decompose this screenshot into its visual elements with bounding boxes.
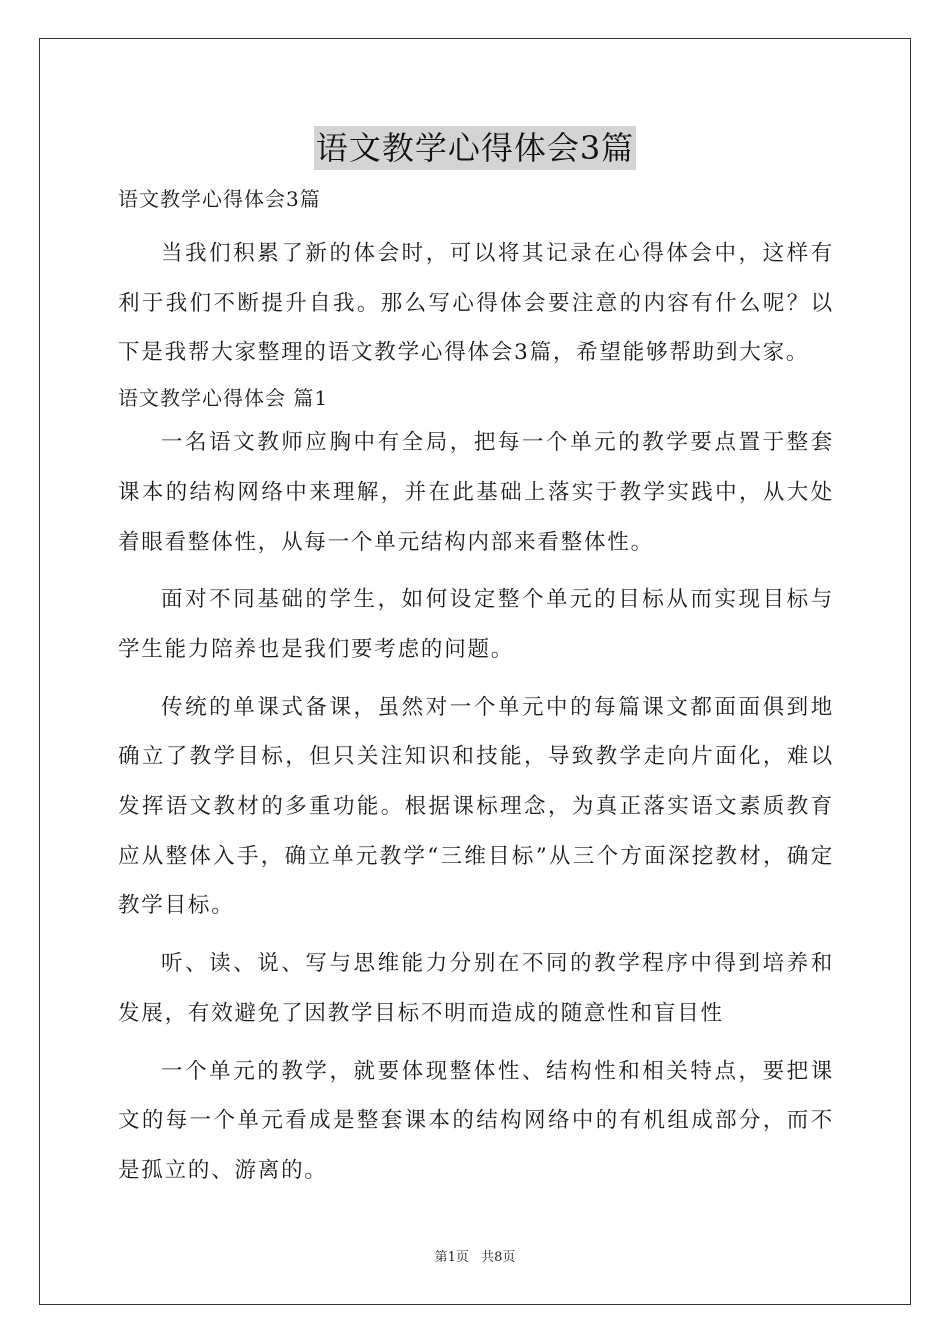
page-footer [0, 1246, 950, 1265]
body-paragraph: 一名语文教师应胸中有全局，把每一个单元的教学要点置于整套课本的结构网络中来理解，并在此基础上落实于教学实践中，从大处着眼看整体性，从每一个单元结构内部来看整体性。 [118, 430, 834, 555]
intro-paragraph: 当我们积累了新的体会时，可以将其记录在心得体会中，这样有利于我们不断提升自我。那么写心得体会要注意的内容有什么呢？以下是我帮大家整理的语文教学心得体会3篇，希望能够帮助到大家。 [118, 241, 834, 366]
body-paragraph: 面对不同基础的学生，如何设定整个单元的目标从而实现目标与学生能力陪养也是我们要考虑的问题。 [118, 587, 834, 662]
total-pages: 共8页 [481, 1250, 516, 1265]
page-number: 第1页 [434, 1250, 469, 1265]
body-paragraph: 一个单元的教学，就要体现整体性、结构性和相关特点，要把课文的每一个单元看成是整套课本的结构网络中的有机组成部分，而不是孤立的、游离的。 [118, 1058, 834, 1183]
body-paragraph: 传统的单课式备课，虽然对一个单元中的每篇课文都面面俱到地确立了教学目标，但只关注知识和技能，导致教学走向片面化，难以发挥语文教材的多重功能。根据课标理念，为真正落实语文素质教育应从整体入手，确立单元教学“三维目标”从三个方面深挖教材，确定教学目标。 [118, 694, 834, 919]
document-subtitle: 语文教学心得体会3篇 [118, 187, 321, 211]
document-title: 语文教学心得体会3篇 [314, 126, 636, 170]
document-body [118, 179, 834, 1196]
title-area [0, 126, 950, 170]
section-heading: 语文教学心得体会 篇1 [118, 386, 329, 411]
body-paragraph: 听、读、说、写与思维能力分别在不同的教学程序中得到培养和发展，有效避免了因教学目标不明而造成的随意性和盲目性 [118, 951, 834, 1026]
